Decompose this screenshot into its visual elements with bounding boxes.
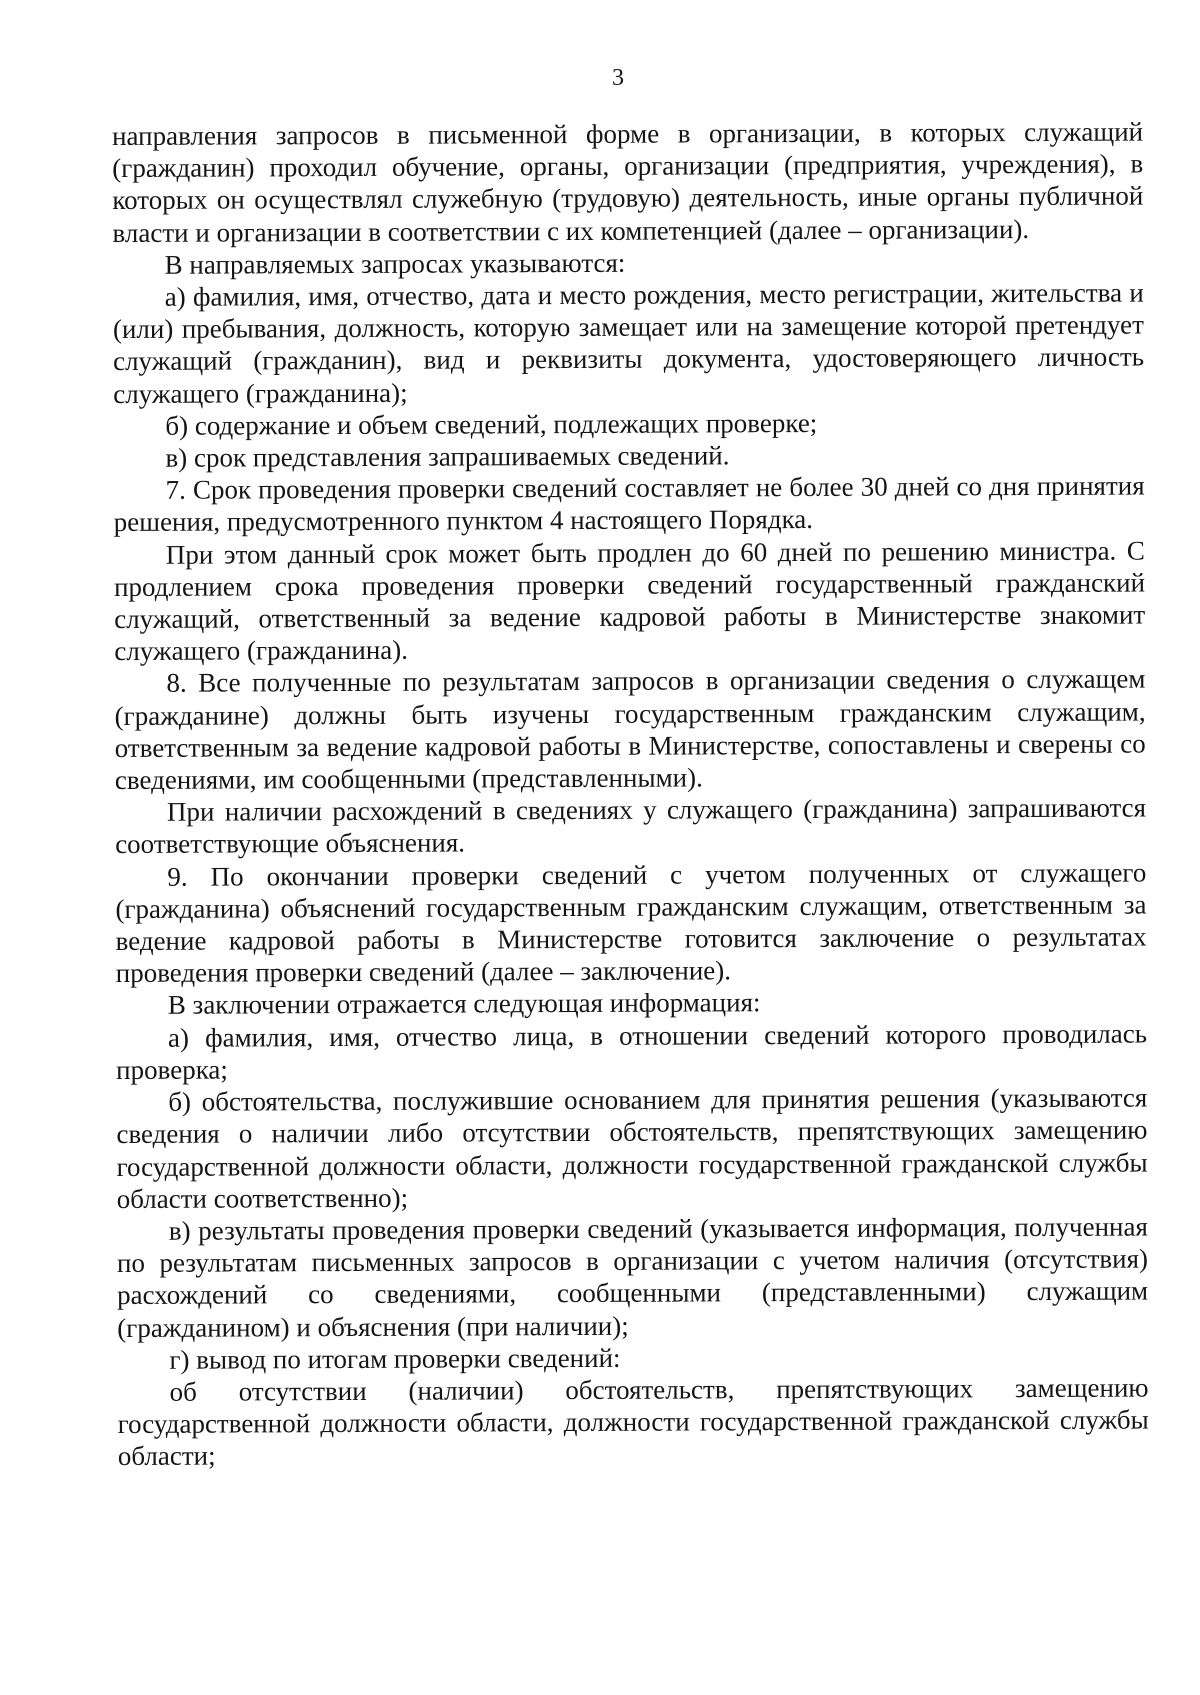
paragraph-requests-continuation: направления запросов в письменной форме в организации, в которых служащий (гражданин) проходил обучение, органы, организации (предприятия, учреждения), в которых он осуществлял служебную (трудовую) деятельность, иные органы публичной власти и организации в соответствии с их компетенцией (далее – организации). xyxy=(112,116,1144,248)
paragraph-conclusion-v: в) результаты проведения проверки сведений (указывается информация, полученная по результатам письменных запросов в организации с учетом наличия (отсутствия) расхождений со сведениями, сообщенными (представленными) служащим (гражданином) и объяснения (при наличии); xyxy=(116,1211,1149,1343)
paragraph-clause-8-discrepancies: При наличии расхождений в сведениях у служащего (гражданина) запрашиваются соответствующие объяснения. xyxy=(115,792,1147,860)
paragraph-conclusion-absence: об отсутствии (наличии) обстоятельств, препятствующих замещению государственной должности области, должности государственной гражданской службы области; xyxy=(117,1372,1149,1472)
paragraph-conclusion-intro: В заключении отражается следующая информация: xyxy=(167,987,761,1021)
paragraph-conclusion-a: а) фамилия, имя, отчество лица, в отношении сведений которого проводилась проверка; xyxy=(116,1018,1148,1085)
paragraph-clause-7: 7. Срок проведения проверки сведений составляет не более 30 дней со дня принятия решения, предусмотренного пунктом 4 настоящего Порядка. xyxy=(113,470,1145,538)
page-number: 3 xyxy=(612,65,624,91)
paragraph-clause-8: 8. Все полученные по результатам запросов в организации сведения о служащем (гражданине) должны быть изучены государственным гражданским служащим, ответственным за ведение кадровой работы в Министерстве, сопоставлены и сверены со сведениями, им сообщенными (представленными). xyxy=(114,663,1146,796)
document-body xyxy=(112,116,1149,1473)
paragraph-clause-7-extension: При этом данный срок может быть продлен до 60 дней по решению министра. С продлением срока проведения проверки сведений государственный гражданский служащий, ответственный за ведение кадровой работы в Министерстве знакомит служащего (гражданина). xyxy=(113,535,1146,667)
paragraph-requests-intro: В направляемых запросах указываются: xyxy=(164,247,626,280)
paragraph-item-b: б) содержание и объем сведений, подлежащих проверке; xyxy=(165,407,818,441)
paragraph-item-v: в) срок представления запрашиваемых сведений. xyxy=(165,440,730,473)
paragraph-conclusion-g: г) вывод по итогам проверки сведений: xyxy=(169,1342,621,1375)
paragraph-item-a: а) фамилия, имя, отчество, дата и место рождения, место регистрации, жительства и (или) пребывания, должность, которую замещает или на замещение которой претендует служащий (гражданин), вид и реквизиты документа, удостоверяющего личность служащего (гражданина); xyxy=(112,277,1145,409)
paragraph-conclusion-b: б) обстоятельства, послужившие основанием для принятия решения (указываются сведения о наличии либо отсутствии обстоятельств, препятствующих замещению государственной должности области, должности государственной гражданской службы области соответственно); xyxy=(116,1082,1148,1214)
paragraph-clause-9: 9. По окончании проверки сведений с учетом полученных от служащего (гражданина) объяснений государственным гражданским служащим, ответственным за ведение кадровой работы в Министерстве готовится заключение о результатах проведения проверки сведений (далее – заключение). xyxy=(115,857,1147,989)
